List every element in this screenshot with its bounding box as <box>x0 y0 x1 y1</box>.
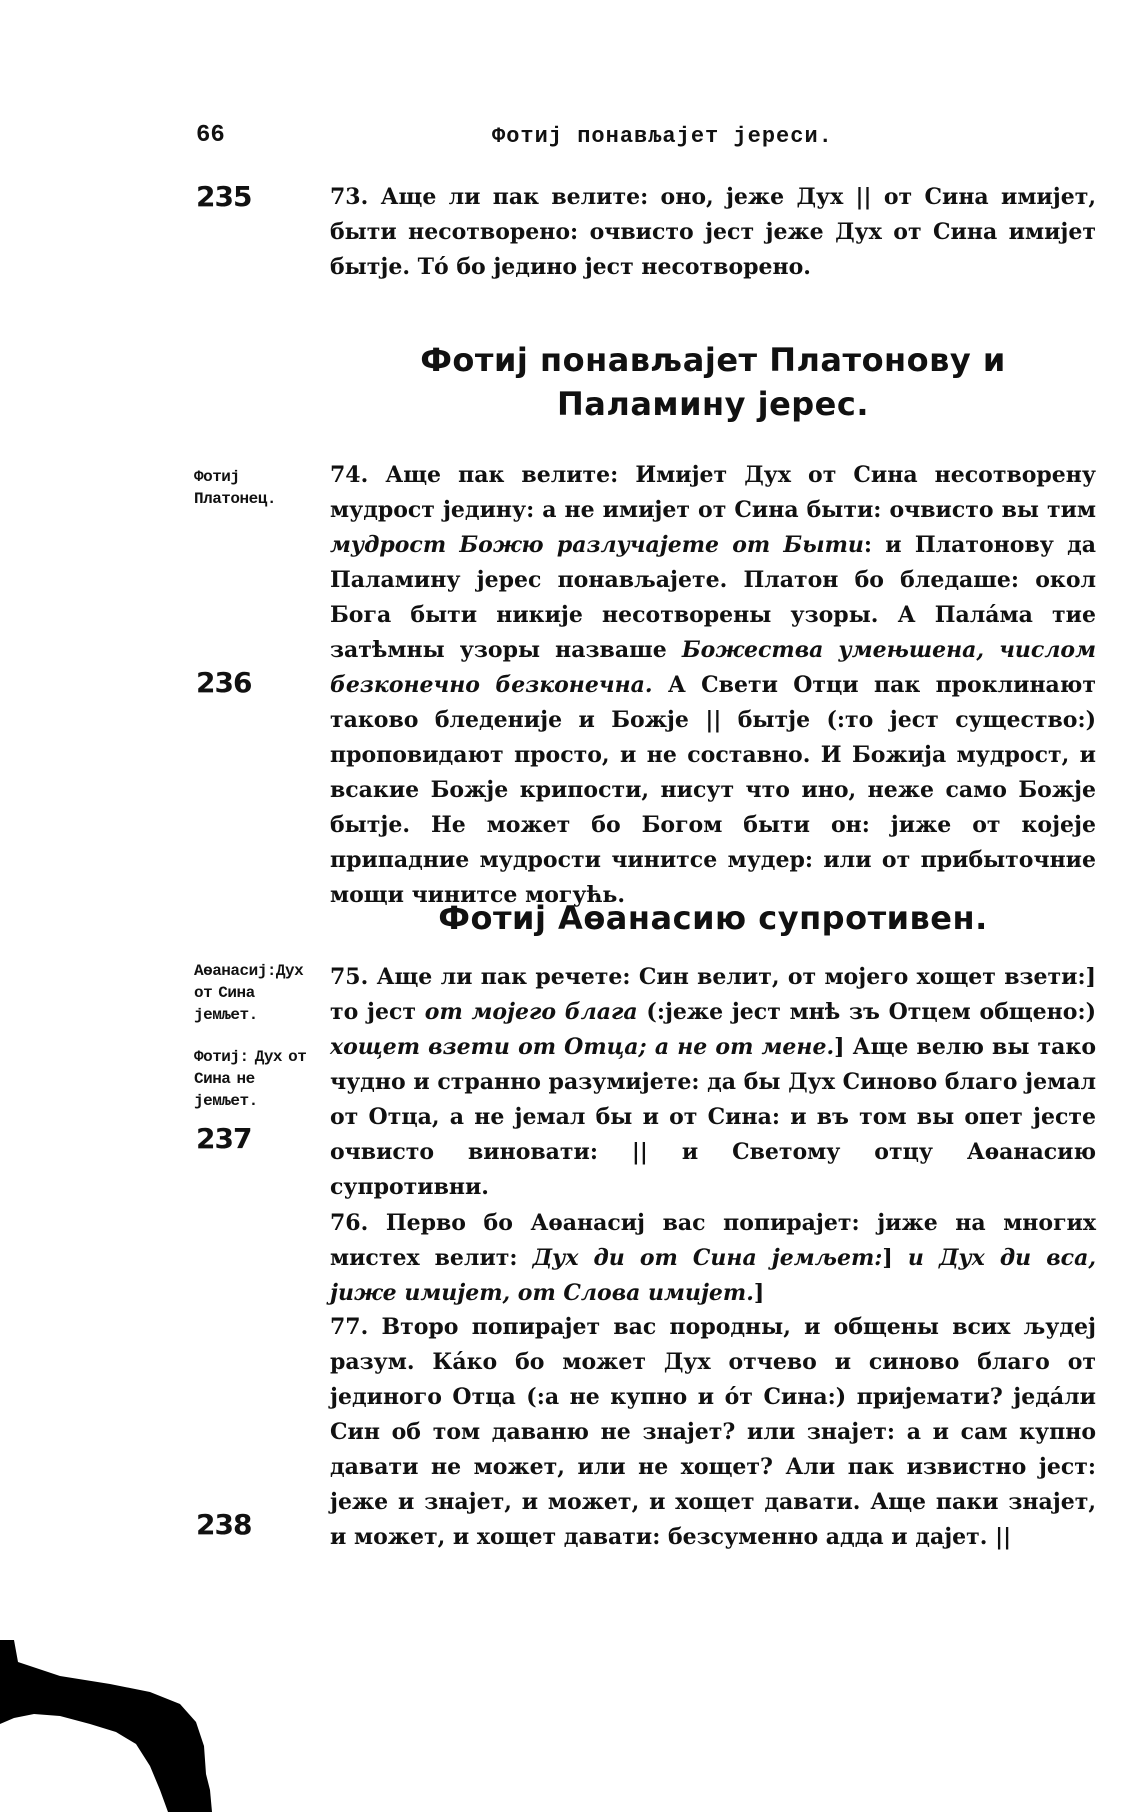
paragraph-76-italic-1: Дух ди от Сина јемљет: <box>532 1245 883 1271</box>
page-number: 66 <box>196 122 225 149</box>
margin-ref-237: 237 <box>196 1122 252 1155</box>
paragraph-76 <box>330 1206 1096 1311</box>
paragraph-75 <box>330 960 1096 1205</box>
section-heading-athanasius-opposed: Фотиј Аѳанасию супротивен. <box>438 899 988 937</box>
scan-edge-smudge <box>0 1640 240 1812</box>
paragraph-75-italic-2: хощет взети от Отца; а не от мене. <box>330 1034 835 1060</box>
paragraph-74-text-start: 74. Аще пак велите: Имијет Дух от Сина несотворену мудрост једину: а не имијет от Сина быти: очвисто вы тим <box>330 462 1096 523</box>
paragraph-75-text-end: ] Аще велю вы тако чудно и странно разумијете: да бы Дух Синово благо јемал от Отца, а не јемал бы и от Сина: и въ том вы опет јесте очвисто виновати: || и Светому отцу Аѳанасию супротивни. <box>330 1034 1096 1200</box>
paragraph-74 <box>330 458 1096 913</box>
page-header <box>196 122 1096 158</box>
paragraph-75-italic-1: от мојего блага <box>424 999 638 1025</box>
paragraph-76-italic-2: и Дух ди вса, јиже имијет, от Слова имијет. <box>330 1245 1096 1306</box>
margin-ref-235: 235 <box>196 180 252 213</box>
paragraph-74-italic-1: мудрост Божю разлучајете от Быти <box>330 532 864 558</box>
paragraph-76-text-end: ] <box>753 1280 765 1306</box>
margin-ref-238: 238 <box>196 1508 252 1541</box>
running-head: Фотиј понављајет јереси. <box>492 124 833 149</box>
paragraph-74-text-end: А Свети Отци пак проклинают таково бледеније и Божје || бытје (:то јест существо:) проповидают просто, и не составно. И Божија мудрост, и всакие Божје крипости, нисут что ино, неже само Божје бытје. Не может бо Богом быти он: јиже от којеје припадние мудрости чинитсе мудер: или от прибыточние мощи чинитсе могућь. <box>330 672 1096 908</box>
paragraph-73: 73. Аще ли пак велите: оно, јеже Дух || от Сина имијет, быти несотворено: очвисто јест јеже Дух от Сина имијет бытје. Тó бо једино јест несотворено. <box>330 184 1096 280</box>
paragraph-77: 77. Второ попирајет вас породны, и общены всих људеј разум. Кáко бо может Дух отчево и синово благо от јединого Отца (:а не купно и óт Сина:) пријемати? једáли Син об том даваню не знајет? или знајет: а и сам купно давати не может, или не хощет? Али пак извистно јест: јеже и знајет, и может, и хощет давати. Аще паки знајет, и может, и хощет давати: безсуменно адда и дајет. || <box>330 1314 1096 1550</box>
margin-ref-236: 236 <box>196 666 252 699</box>
paragraph-74-text-mid: : и Платонову да Паламину јерес понављајете. Платон бо бледаше: окол Бога быти никије несотворены узоры. А Палáма тие затѣмны узоры назваше <box>330 532 1096 663</box>
paragraph-76-text-mid: ] <box>882 1245 908 1271</box>
margin-note-athanasius: Аѳанасиј:Дух от Сина јемљет. <box>194 962 304 1024</box>
paragraph-75-text-mid: (:јеже јест мнѣ зъ Отцем общено:) <box>637 999 1096 1025</box>
paragraph-75-text-start: 75. Аще ли пак речете: Син велит, от мојего хощет взети:] то јест <box>330 964 1096 1025</box>
paragraph-74-italic-2: Божества умењшена, числом безконечно безконечна. <box>330 637 1097 698</box>
margin-note-platonist: Фотиј Платонец. <box>194 468 276 508</box>
section-heading-platon-palama: Фотиј понављајет Платонову и Паламину јерес. <box>420 341 1006 423</box>
margin-note-photius: Фотиј: Дух от Сина не јемљет. <box>194 1048 307 1110</box>
paragraph-76-text-start: 76. Перво бо Аѳанасиј вас попирајет: јиже на многих мистех велит: <box>330 1210 1096 1271</box>
